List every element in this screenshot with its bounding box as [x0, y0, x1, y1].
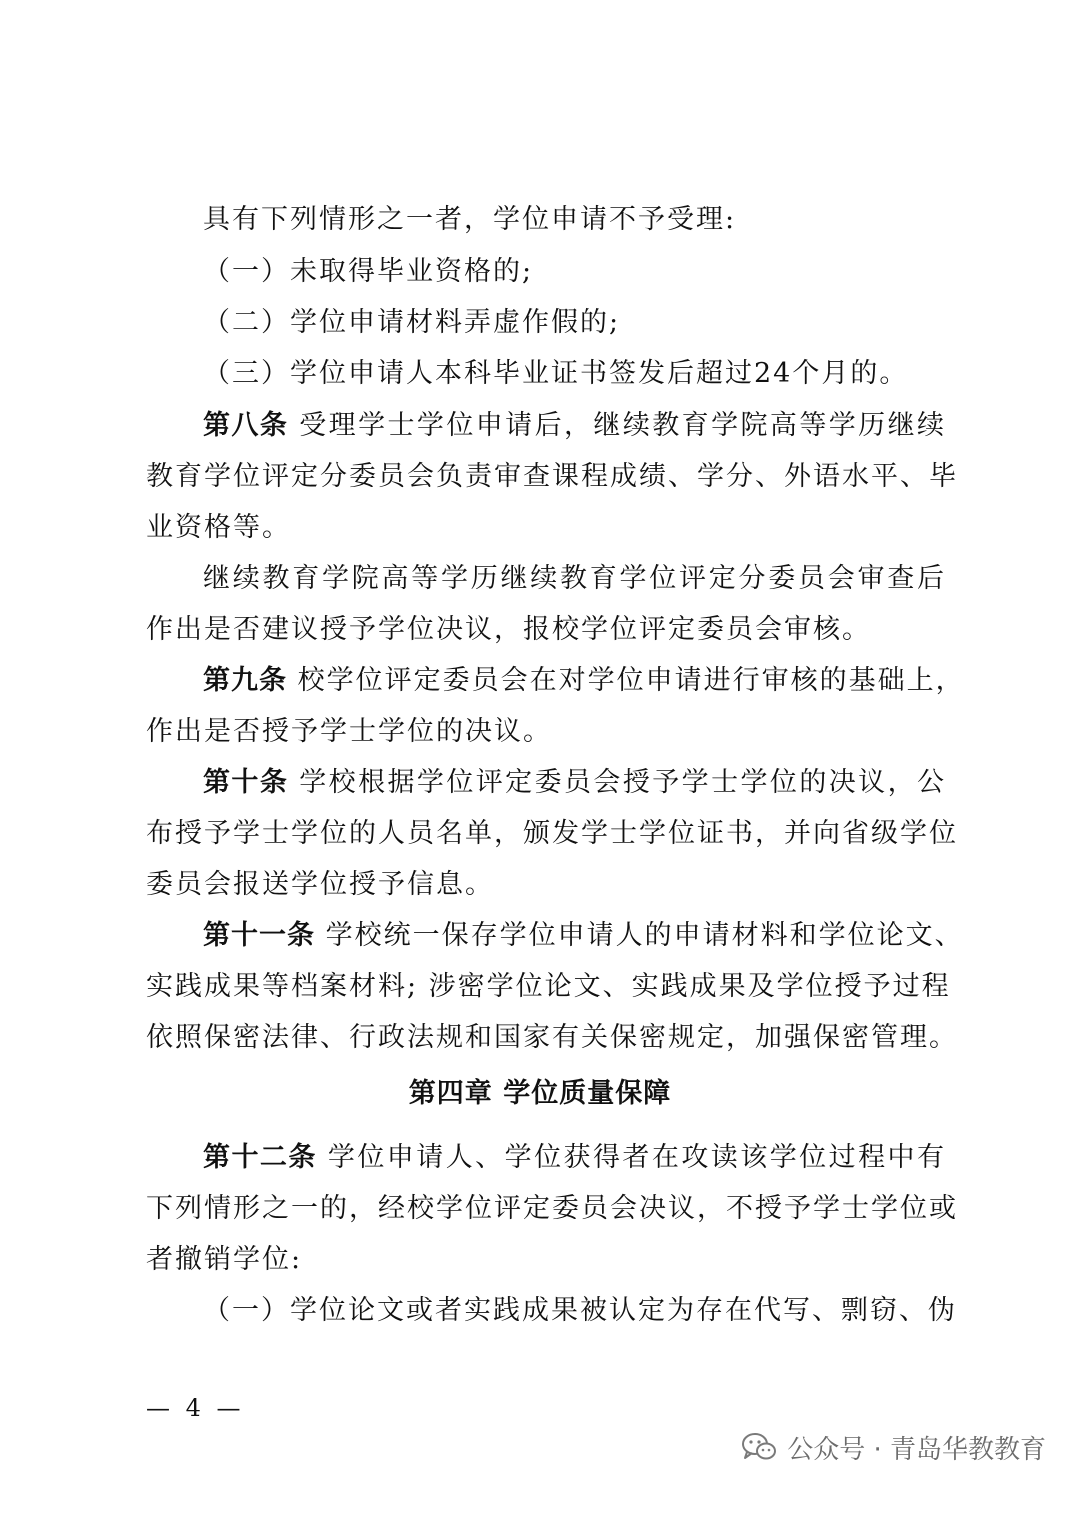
article-9-heading: 第九条 [203, 665, 287, 696]
page-number: — 4 — [146, 1394, 245, 1422]
list-item: （三）学位申请人本科毕业证书签发后超过24个月的。 [203, 358, 909, 389]
list-item: （一）未取得毕业资格的; [203, 256, 534, 287]
paragraph-line: 者撤销学位: [146, 1244, 303, 1275]
paragraph-line: 作出是否授予学士学位的决议。 [146, 716, 552, 747]
paragraph-text: 学校统一保存学位申请人的申请材料和学位论文、 [325, 920, 964, 951]
paragraph-line: 依照保密法律、行政法规和国家有关保密规定，加强保密管理。 [146, 1022, 958, 1053]
paragraph-text: 学位申请人、学位获得者在攻读该学位过程中有 [327, 1142, 946, 1173]
watermark [741, 1430, 1046, 1464]
list-item: （一）学位论文或者实践成果被认定为存在代写、剽窃、伪 [203, 1295, 957, 1326]
paragraph-line: 业资格等。 [146, 512, 291, 543]
paragraph-line: 实践成果等档案材料; 涉密学位论文、实践成果及学位授予过程 [146, 971, 951, 1002]
paragraph-text: 受理学士学位申请后，继续教育学院高等学历继续 [299, 410, 946, 441]
article-12-line [203, 1141, 946, 1175]
chapter-heading: 第四章 学位质量保障 [408, 1078, 672, 1109]
paragraph-line: 具有下列情形之一者，学位申请不予受理: [203, 204, 737, 235]
paragraph-line: 布授予学士学位的人员名单，颁发学士学位证书，并向省级学位 [146, 818, 958, 849]
article-9-line [203, 664, 965, 698]
article-11-heading: 第十一条 [203, 920, 315, 951]
paragraph-line: 委员会报送学位授予信息。 [146, 869, 494, 900]
paragraph-text: 学校根据学位评定委员会授予学士学位的决议，公 [299, 767, 946, 798]
article-8-heading: 第八条 [203, 410, 289, 441]
paragraph-text: 校学位评定委员会在对学位申请进行审核的基础上， [297, 665, 965, 696]
article-12-heading: 第十二条 [203, 1142, 317, 1173]
wechat-icon [741, 1432, 777, 1462]
paragraph-line: 作出是否建议授予学位决议，报校学位评定委员会审核。 [146, 614, 871, 645]
article-11-line [203, 919, 964, 953]
article-10-line [203, 766, 946, 800]
paragraph-line: 继续教育学院高等学历继续教育学位评定分委员会审查后 [203, 563, 946, 594]
article-8-line [203, 409, 946, 443]
list-item: （二）学位申请材料弄虚作假的; [203, 307, 621, 338]
watermark-text: 公众号 · 青岛华教教育 [787, 1434, 1046, 1465]
article-10-heading: 第十条 [203, 767, 289, 798]
paragraph-line: 下列情形之一的，经校学位评定委员会决议，不授予学士学位或 [146, 1193, 958, 1224]
paragraph-line: 教育学位评定分委员会负责审查课程成绩、学分、外语水平、毕 [146, 461, 958, 492]
